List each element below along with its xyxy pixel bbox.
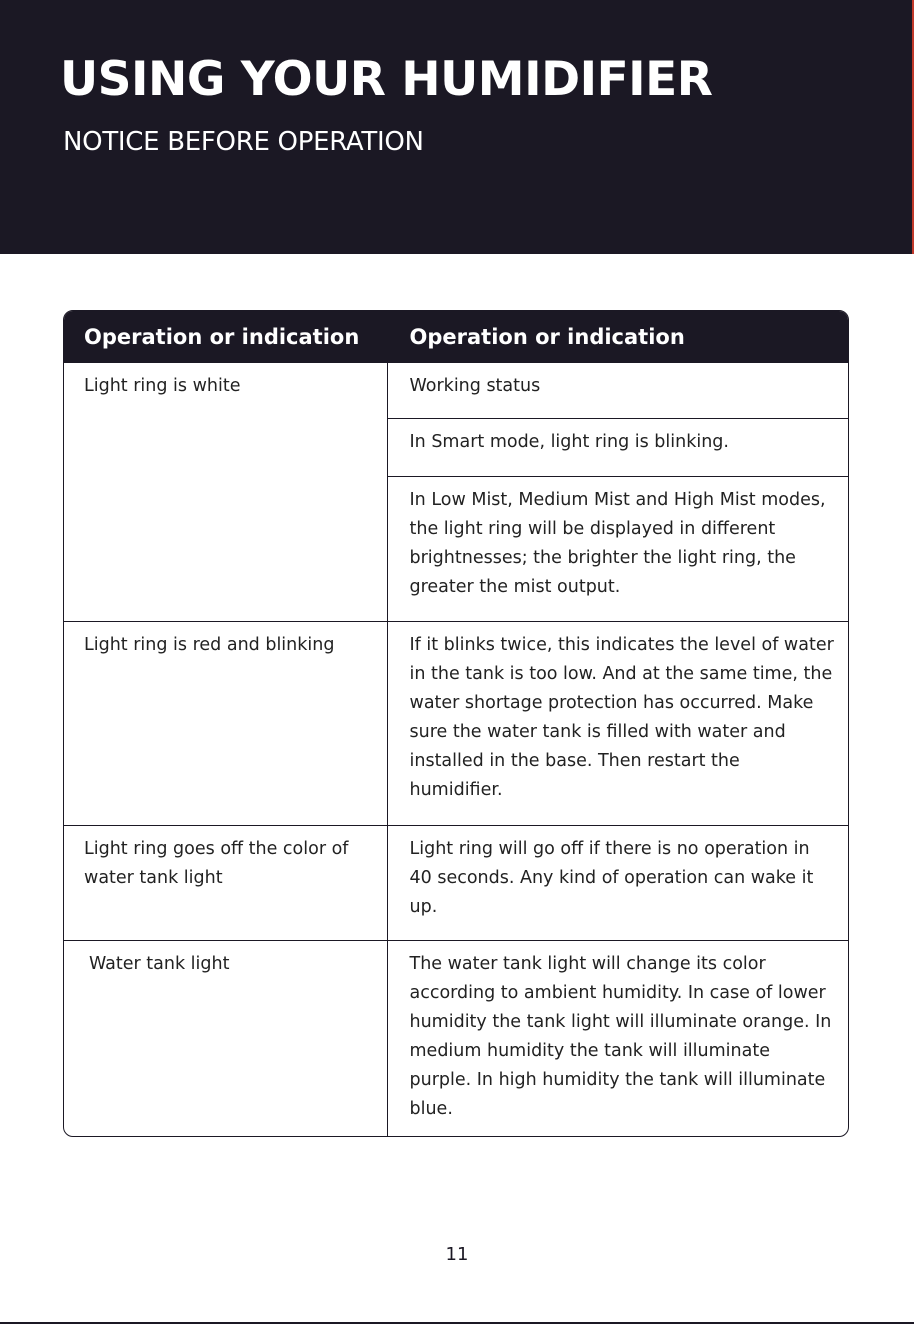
page-number: 11 (445, 1244, 469, 1265)
table-row (64, 363, 849, 418)
column-header-left: Operation or indication (64, 311, 387, 363)
indication-cell: Light ring goes off the color of water tank light (64, 825, 387, 940)
operation-table (63, 310, 849, 1137)
page-title: USING YOUR HUMIDIFIER (60, 52, 713, 107)
indication-cell: Light ring is red and blinking (64, 621, 387, 825)
description-cell: Working status (387, 363, 849, 418)
description-cell: Light ring will go off if there is no operation in 40 seconds. Any kind of operation can wake it up. (387, 825, 849, 940)
description-cell: In Smart mode, light ring is blinking. (387, 418, 849, 476)
description-cell: The water tank light will change its color according to ambient humidity. In case of lower humidity the tank light will illuminate orange. In medium humidity the tank will illuminate purple. In high humidity the tank will illuminate blue. (387, 940, 849, 1137)
table-row (64, 621, 849, 825)
indication-cell: Water tank light (64, 940, 387, 1137)
table-row (64, 825, 849, 940)
description-cell: In Low Mist, Medium Mist and High Mist modes, the light ring will be displayed in different brightnesses; the brighter the light ring, the greater the mist output. (387, 476, 849, 621)
indication-cell: Light ring is white (84, 376, 241, 396)
table-row (64, 940, 849, 1137)
description-cell: If it blinks twice, this indicates the level of water in the tank is too low. And at the same time, the water shortage protection has occurred. Make sure the water tank is filled with water and installed in the base. Then restart the humidifier. (387, 621, 849, 825)
header-banner (0, 0, 914, 254)
column-header-right: Operation or indication (387, 311, 849, 363)
page-subtitle: NOTICE BEFORE OPERATION (63, 127, 424, 157)
